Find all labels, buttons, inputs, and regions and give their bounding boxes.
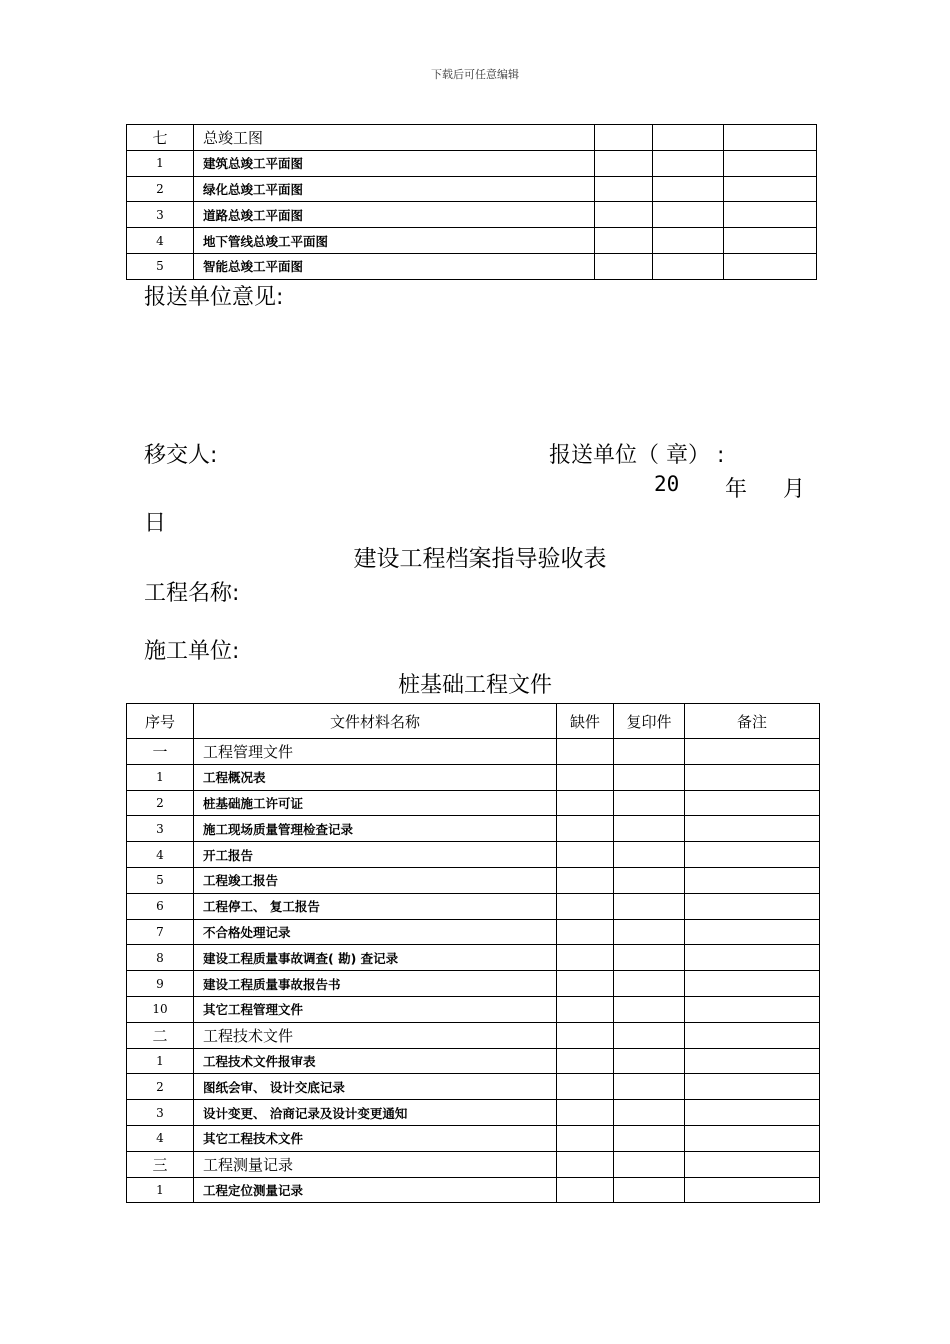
missing-cell bbox=[557, 842, 614, 868]
table-row bbox=[127, 228, 817, 254]
missing-cell bbox=[557, 971, 614, 997]
row-number: 七 bbox=[127, 125, 194, 151]
missing-cell bbox=[557, 1100, 614, 1126]
remarks-cell bbox=[685, 816, 820, 842]
section-row bbox=[127, 1151, 820, 1177]
missing-cell bbox=[595, 176, 653, 202]
remarks-cell bbox=[685, 919, 820, 945]
copy-cell bbox=[653, 253, 724, 279]
copy-cell bbox=[614, 1125, 685, 1151]
row-file-name: 其它工程技术文件 bbox=[194, 1125, 557, 1151]
project-name-label: 工程名称: bbox=[144, 581, 240, 606]
row-number: 9 bbox=[127, 971, 194, 997]
contractor-label: 施工单位: bbox=[144, 639, 240, 664]
copy-cell bbox=[614, 1074, 685, 1100]
row-file-name: 工程定位测量记录 bbox=[194, 1177, 557, 1203]
copy-cell bbox=[614, 764, 685, 790]
row-file-name: 不合格处理记录 bbox=[194, 919, 557, 945]
row-file-name: 其它工程管理文件 bbox=[194, 996, 557, 1022]
row-file-name: 工程技术文件报审表 bbox=[194, 1048, 557, 1074]
row-file-name: 地下管线总竣工平面图 bbox=[194, 228, 595, 254]
row-number: 2 bbox=[127, 790, 194, 816]
row-number: 8 bbox=[127, 945, 194, 971]
row-file-name: 绿化总竣工平面图 bbox=[194, 176, 595, 202]
table-row bbox=[127, 1125, 820, 1151]
row-number: 3 bbox=[127, 1100, 194, 1126]
missing-cell bbox=[557, 1151, 614, 1177]
missing-cell bbox=[557, 1177, 614, 1203]
copy-cell bbox=[614, 842, 685, 868]
missing-cell bbox=[557, 945, 614, 971]
date-year-prefix: 20 bbox=[654, 472, 680, 496]
row-file-name: 总竣工图 bbox=[194, 125, 595, 151]
row-file-name: 工程测量记录 bbox=[194, 1151, 557, 1177]
missing-cell bbox=[557, 739, 614, 765]
copy-cell bbox=[614, 1022, 685, 1048]
row-file-name: 工程停工、 复工报告 bbox=[194, 893, 557, 919]
header-copy: 复印件 bbox=[614, 704, 685, 739]
table-row bbox=[127, 1177, 820, 1203]
table-row bbox=[127, 867, 820, 893]
copy-cell bbox=[614, 739, 685, 765]
row-file-name: 建筑总竣工平面图 bbox=[194, 150, 595, 176]
missing-cell bbox=[557, 996, 614, 1022]
table-row bbox=[127, 253, 817, 279]
table-row bbox=[127, 176, 817, 202]
row-number: 三 bbox=[127, 1151, 194, 1177]
row-file-name: 智能总竣工平面图 bbox=[194, 253, 595, 279]
section-row bbox=[127, 1022, 820, 1048]
remarks-cell bbox=[685, 867, 820, 893]
remarks-cell bbox=[685, 1048, 820, 1074]
missing-cell bbox=[595, 202, 653, 228]
row-file-name: 道路总竣工平面图 bbox=[194, 202, 595, 228]
table-row bbox=[127, 919, 820, 945]
copy-cell bbox=[614, 1177, 685, 1203]
row-number: 1 bbox=[127, 764, 194, 790]
remarks-cell bbox=[724, 253, 817, 279]
row-number: 一 bbox=[127, 739, 194, 765]
table-header-row bbox=[127, 704, 820, 739]
table-row bbox=[127, 945, 820, 971]
missing-cell bbox=[595, 228, 653, 254]
remarks-cell bbox=[685, 1125, 820, 1151]
table-row bbox=[127, 1074, 820, 1100]
row-file-name: 工程概况表 bbox=[194, 764, 557, 790]
missing-cell bbox=[557, 1125, 614, 1151]
remarks-cell bbox=[724, 176, 817, 202]
row-number: 二 bbox=[127, 1022, 194, 1048]
row-number: 2 bbox=[127, 1074, 194, 1100]
table-row bbox=[127, 893, 820, 919]
table-row bbox=[127, 816, 820, 842]
section-title: 桩基础工程文件 bbox=[397, 673, 552, 698]
row-number: 2 bbox=[127, 176, 194, 202]
remarks-cell bbox=[685, 1177, 820, 1203]
table-row bbox=[127, 764, 820, 790]
copy-cell bbox=[614, 893, 685, 919]
row-file-name: 开工报告 bbox=[194, 842, 557, 868]
copy-cell bbox=[614, 996, 685, 1022]
remarks-cell bbox=[724, 125, 817, 151]
missing-cell bbox=[557, 1048, 614, 1074]
missing-cell bbox=[595, 150, 653, 176]
submitter-seal-label: 报送单位（ 章） : bbox=[549, 443, 725, 468]
row-file-name: 施工现场质量管理检查记录 bbox=[194, 816, 557, 842]
row-number: 4 bbox=[127, 1125, 194, 1151]
missing-cell bbox=[595, 125, 653, 151]
remarks-cell bbox=[724, 150, 817, 176]
row-file-name: 工程竣工报告 bbox=[194, 867, 557, 893]
missing-cell bbox=[557, 867, 614, 893]
remarks-cell bbox=[685, 739, 820, 765]
copy-cell bbox=[614, 1048, 685, 1074]
remarks-cell bbox=[685, 1022, 820, 1048]
missing-cell bbox=[557, 1074, 614, 1100]
remarks-cell bbox=[685, 1100, 820, 1126]
table-row bbox=[127, 790, 820, 816]
transferor-label: 移交人: bbox=[144, 443, 218, 468]
missing-cell bbox=[557, 893, 614, 919]
row-number: 1 bbox=[127, 150, 194, 176]
row-number: 10 bbox=[127, 996, 194, 1022]
row-file-name: 建设工程质量事故调查( 勘) 查记录 bbox=[194, 945, 557, 971]
drawings-table bbox=[126, 124, 817, 280]
header-remarks: 备注 bbox=[685, 704, 820, 739]
table-row bbox=[127, 202, 817, 228]
row-number: 1 bbox=[127, 1048, 194, 1074]
table-row bbox=[127, 842, 820, 868]
copy-cell bbox=[614, 1100, 685, 1126]
row-number: 4 bbox=[127, 842, 194, 868]
row-file-name: 工程管理文件 bbox=[194, 739, 557, 765]
row-number: 4 bbox=[127, 228, 194, 254]
missing-cell bbox=[557, 764, 614, 790]
page-header-note: 下载后可任意编辑 bbox=[431, 68, 519, 81]
table-row bbox=[127, 996, 820, 1022]
row-number: 3 bbox=[127, 816, 194, 842]
missing-cell bbox=[595, 253, 653, 279]
row-number: 5 bbox=[127, 253, 194, 279]
section-row bbox=[127, 125, 817, 151]
copy-cell bbox=[614, 971, 685, 997]
date-month-label: 月 bbox=[783, 477, 806, 502]
copy-cell bbox=[653, 125, 724, 151]
copy-cell bbox=[653, 202, 724, 228]
remarks-cell bbox=[685, 893, 820, 919]
submitter-opinion-label: 报送单位意见: bbox=[144, 285, 284, 310]
row-number: 6 bbox=[127, 893, 194, 919]
row-number: 5 bbox=[127, 867, 194, 893]
table-row bbox=[127, 1048, 820, 1074]
table-row bbox=[127, 1100, 820, 1126]
remarks-cell bbox=[685, 842, 820, 868]
row-file-name: 设计变更、 洽商记录及设计变更通知 bbox=[194, 1100, 557, 1126]
remarks-cell bbox=[685, 1151, 820, 1177]
row-file-name: 桩基础施工许可证 bbox=[194, 790, 557, 816]
header-file-name: 文件材料名称 bbox=[194, 704, 557, 739]
copy-cell bbox=[614, 919, 685, 945]
remarks-cell bbox=[685, 764, 820, 790]
copy-cell bbox=[614, 945, 685, 971]
copy-cell bbox=[653, 228, 724, 254]
remarks-cell bbox=[685, 996, 820, 1022]
table-row bbox=[127, 971, 820, 997]
remarks-cell bbox=[724, 202, 817, 228]
remarks-cell bbox=[685, 971, 820, 997]
copy-cell bbox=[614, 816, 685, 842]
copy-cell bbox=[614, 1151, 685, 1177]
copy-cell bbox=[614, 790, 685, 816]
remarks-cell bbox=[685, 945, 820, 971]
files-table bbox=[126, 703, 820, 1203]
remarks-cell bbox=[724, 228, 817, 254]
missing-cell bbox=[557, 816, 614, 842]
row-file-name: 建设工程质量事故报告书 bbox=[194, 971, 557, 997]
row-number: 3 bbox=[127, 202, 194, 228]
missing-cell bbox=[557, 790, 614, 816]
copy-cell bbox=[614, 867, 685, 893]
date-day-label: 日 bbox=[144, 511, 167, 536]
date-year-label: 年 bbox=[725, 477, 748, 502]
row-file-name: 工程技术文件 bbox=[194, 1022, 557, 1048]
header-missing: 缺件 bbox=[557, 704, 614, 739]
row-number: 7 bbox=[127, 919, 194, 945]
form-title: 建设工程档案指导验收表 bbox=[353, 546, 607, 572]
header-seq: 序号 bbox=[127, 704, 194, 739]
row-number: 1 bbox=[127, 1177, 194, 1203]
copy-cell bbox=[653, 176, 724, 202]
section-row bbox=[127, 739, 820, 765]
remarks-cell bbox=[685, 1074, 820, 1100]
table-row bbox=[127, 150, 817, 176]
missing-cell bbox=[557, 919, 614, 945]
copy-cell bbox=[653, 150, 724, 176]
missing-cell bbox=[557, 1022, 614, 1048]
remarks-cell bbox=[685, 790, 820, 816]
row-file-name: 图纸会审、 设计交底记录 bbox=[194, 1074, 557, 1100]
